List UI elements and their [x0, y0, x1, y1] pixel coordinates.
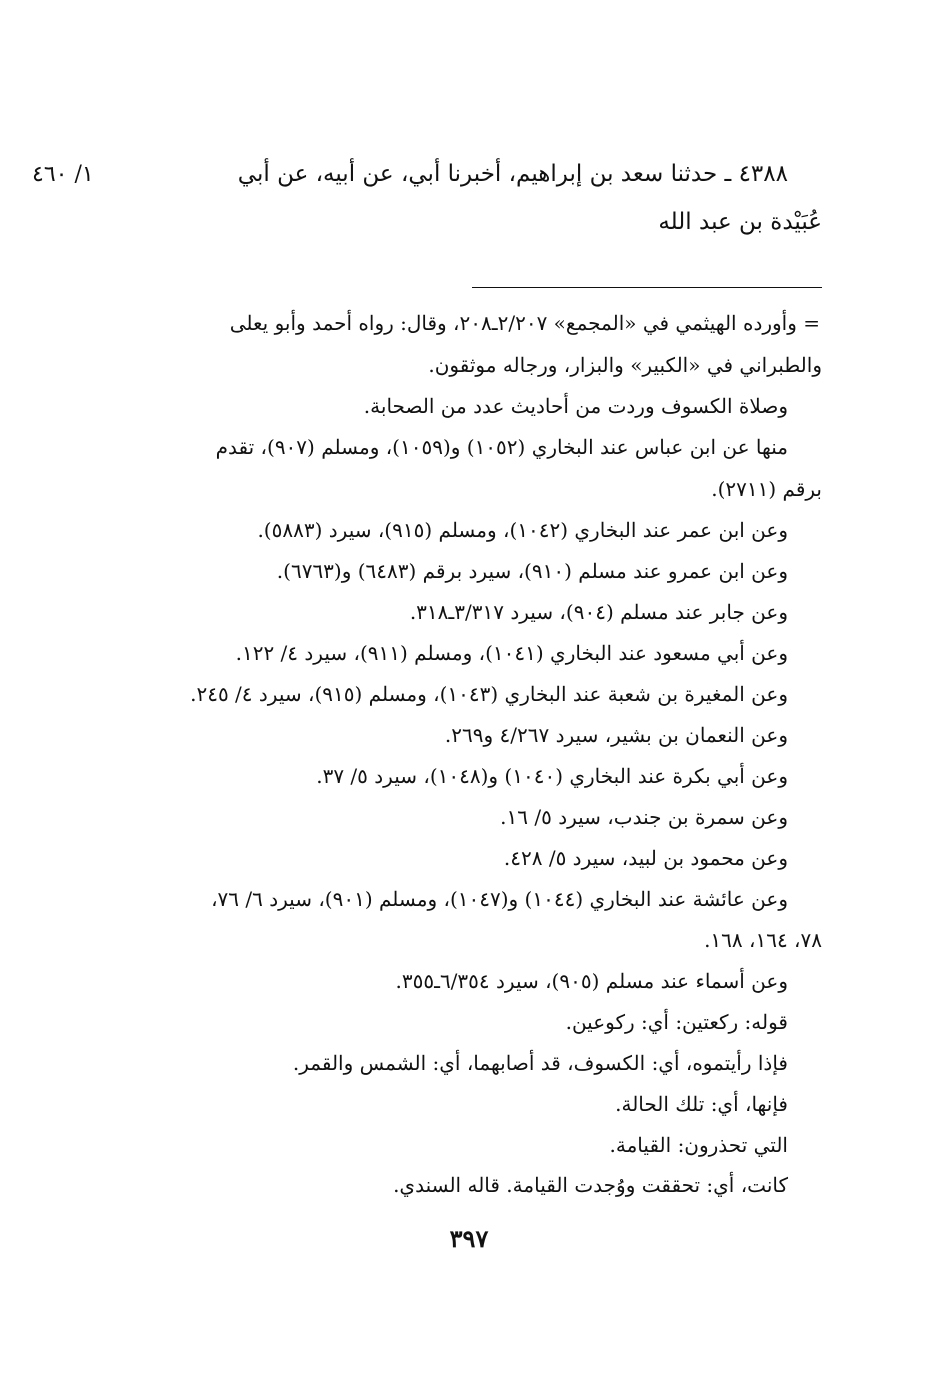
footnote-line: وعن أبي مسعود عند البخاري (١٠٤١)، ومسلم (٩١١)، سيرد ٤/ ١٢٢.: [235, 641, 788, 665]
footnote-line: وعن ابن عمرو عند مسلم (٩١٠)، سيرد برقم (٦٤٨٣) و(٦٧٦٣).: [276, 559, 788, 583]
footnote-line: وعن جابر عند مسلم (٩٠٤)، سيرد ٣/٣١٧ـ٣١٨.: [409, 600, 788, 624]
footnote-line: منها عن ابن عباس عند البخاري (١٠٥٢) و(١٠٥٩)، ومسلم (٩٠٧)، تقدم: [215, 435, 788, 459]
footnote-line: والطبراني في «الكبير» والبزار، ورجاله موثقون.: [428, 353, 822, 377]
footnote-line: التي تحذرون: القيامة.: [609, 1133, 788, 1157]
footnote-separator: [472, 287, 822, 288]
page-number: ٣٩٧: [449, 1224, 489, 1253]
footnote-line: وعن محمود بن لبيد، سيرد ٥/ ٤٢٨.: [503, 846, 788, 870]
footnote-line: فإذا رأيتموه، أي: الكسوف، قد أصابهما، أي: الشمس والقمر.: [292, 1051, 788, 1075]
footnote-line: وعن عائشة عند البخاري (١٠٤٤) و(١٠٤٧)، ومسلم (٩٠١)، سيرد ٦/ ٧٦،: [211, 887, 788, 911]
footnote-line: وعن سمرة بن جندب، سيرد ٥/ ١٦.: [500, 805, 788, 829]
volume-page-reference: ١/ ٤٦٠: [32, 162, 94, 187]
footnote-line: ٧٨، ١٦٤، ١٦٨.: [704, 928, 822, 952]
footnote-line: = وأورده الهيثمي في «المجمع» ٢/٢٠٧ـ٢٠٨، وقال: رواه أحمد وأبو يعلى: [229, 311, 820, 335]
footnote-line: وعن أبي بكرة عند البخاري (١٠٤٠) و(١٠٤٨)، سيرد ٥/ ٣٧.: [316, 764, 788, 788]
footnote-line: وعن النعمان بن بشير، سيرد ٤/٢٦٧ و٢٦٩.: [444, 723, 788, 747]
footnote-line: برقم (٢٧١١).: [711, 477, 822, 501]
footnote-line: وعن ابن عمر عند البخاري (١٠٤٢)، ومسلم (٩١٥)، سيرد (٥٨٨٣).: [257, 518, 788, 542]
footnote-line: قوله: ركعتين: أي: ركوعين.: [565, 1010, 788, 1034]
hadith-line-1: ٤٣٨٨ ـ حدثنا سعد بن إبراهيم، أخبرنا أبي، عن أبيه، عن أبي: [237, 161, 788, 187]
footnote-line: كانت، أي: تحققت ووُجدت القيامة. قاله السندي.: [393, 1173, 788, 1197]
footnote-line: وعن أسماء عند مسلم (٩٠٥)، سيرد ٦/٣٥٤ـ٣٥٥.: [395, 969, 788, 993]
footnote-line: وصلاة الكسوف وردت من أحاديث عدد من الصحابة.: [363, 394, 788, 418]
hadith-line-2: عُبَيْدة بن عبد الله: [658, 209, 822, 235]
footnote-line: فإنها، أي: تلك الحالة.: [615, 1092, 788, 1116]
footnote-line: وعن المغيرة بن شعبة عند البخاري (١٠٤٣)، ومسلم (٩١٥)، سيرد ٤/ ٢٤٥.: [190, 682, 788, 706]
